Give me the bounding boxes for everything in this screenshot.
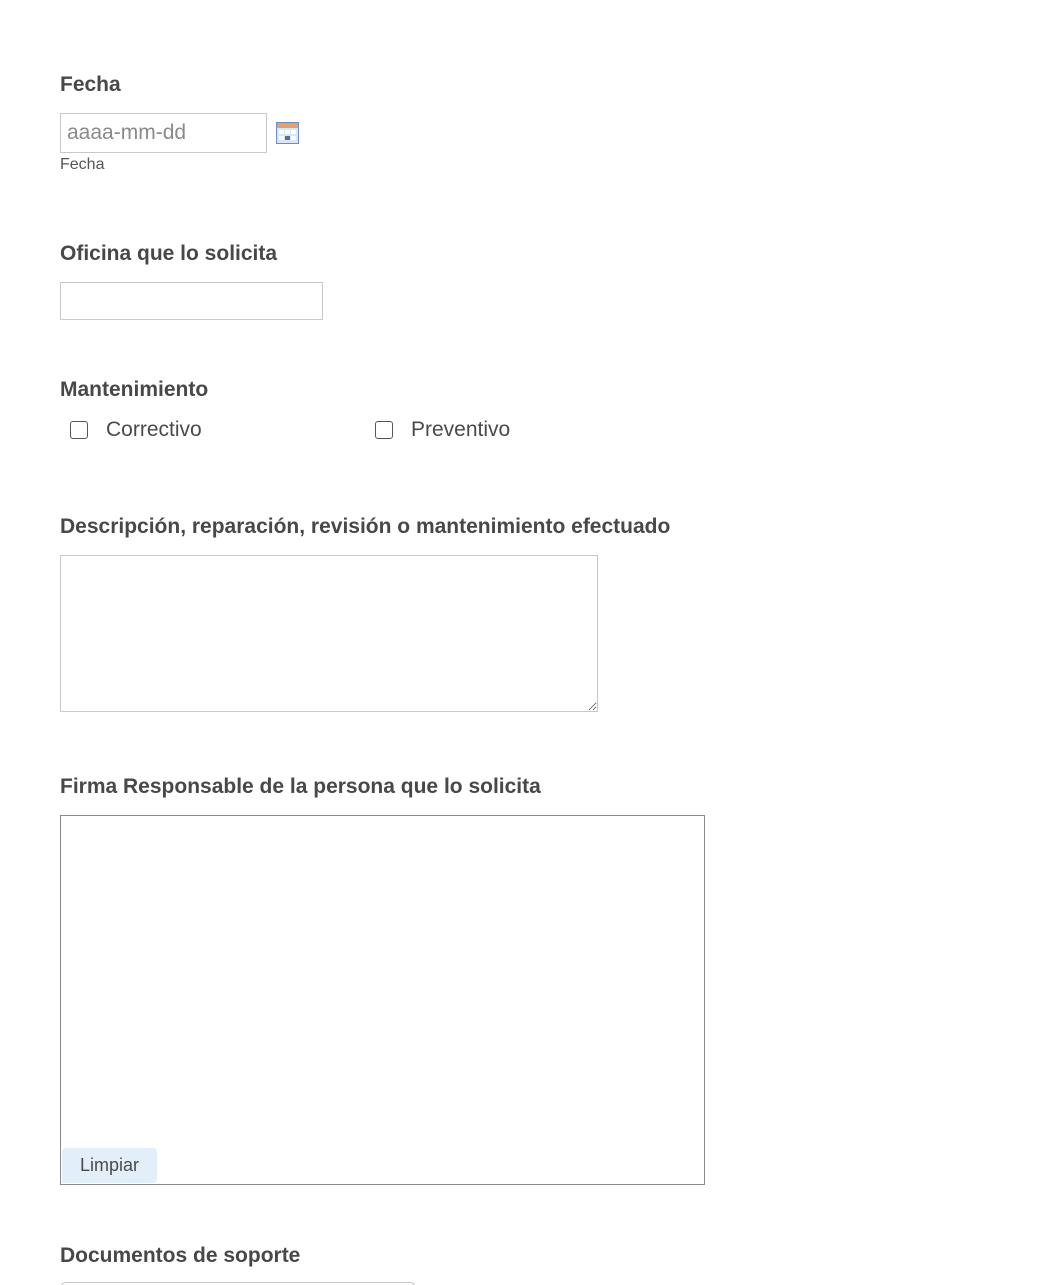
correctivo-option[interactable] [70,418,202,442]
correctivo-checkbox[interactable] [70,421,88,439]
signature-pad[interactable] [60,815,705,1185]
descripcion-label: Descripción, reparación, revisión o mantenimiento efectuado [60,515,671,538]
fecha-sublabel: Fecha [60,156,105,173]
preventivo-checkbox[interactable] [375,421,393,439]
firma-label: Firma Responsable de la persona que lo solicita [60,775,541,798]
oficina-input[interactable] [60,282,323,320]
clear-signature-button[interactable]: Limpiar [62,1148,157,1183]
documentos-label: Documentos de soporte [60,1244,301,1267]
fecha-input[interactable] [60,113,267,153]
mantenimiento-label: Mantenimiento [60,378,209,401]
calendar-icon[interactable] [276,122,299,144]
descripcion-textarea[interactable] [60,555,598,712]
oficina-label: Oficina que lo solicita [60,242,278,265]
fecha-label: Fecha [60,73,121,96]
preventivo-option[interactable] [375,418,510,442]
preventivo-label: Preventivo [411,418,511,441]
correctivo-label: Correctivo [106,418,202,441]
